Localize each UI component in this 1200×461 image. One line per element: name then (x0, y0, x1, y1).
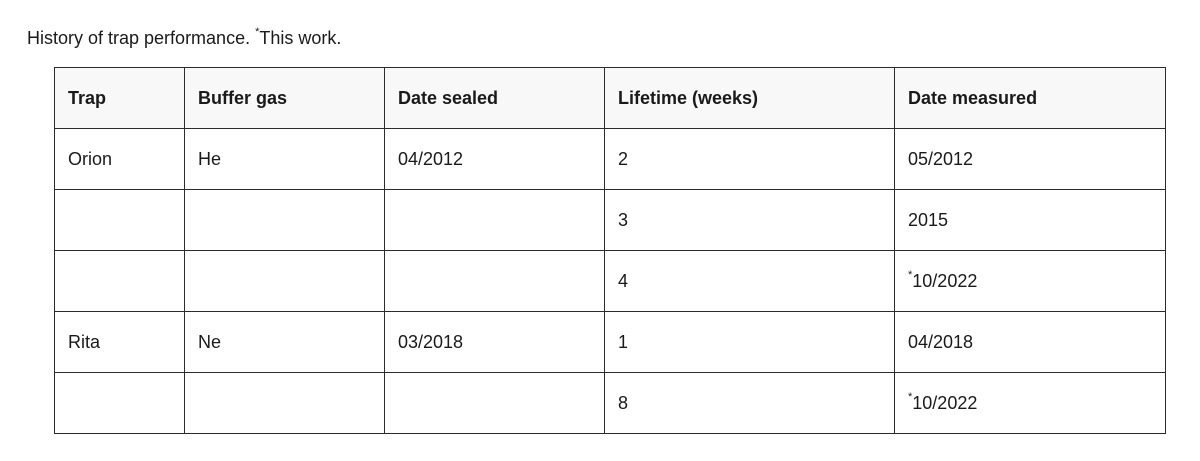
cell-date-sealed (385, 190, 605, 251)
cell-buffer-gas (185, 190, 385, 251)
table-caption (27, 27, 341, 49)
table-row (55, 190, 1166, 251)
date-measured-value: 2015 (908, 209, 949, 230)
cell-trap: Orion (55, 129, 185, 190)
table-row (55, 129, 1166, 190)
table-row (55, 373, 1166, 434)
cell-trap: Rita (55, 312, 185, 373)
cell-lifetime: 2 (605, 129, 895, 190)
header-date-measured: Date measured (895, 68, 1166, 129)
cell-lifetime: 8 (605, 373, 895, 434)
caption-asterisk: * (255, 26, 260, 38)
cell-buffer-gas (185, 251, 385, 312)
date-measured-value: 05/2012 (908, 148, 974, 169)
cell-trap (55, 251, 185, 312)
cell-date-sealed (385, 373, 605, 434)
cell-date-measured (895, 312, 1166, 373)
date-measured-value: 10/2022 (912, 270, 978, 291)
cell-date-measured (895, 373, 1166, 434)
trap-performance-table (54, 67, 1166, 434)
asterisk-marker: * (908, 390, 913, 403)
table-row (55, 251, 1166, 312)
header-lifetime: Lifetime (weeks) (605, 68, 895, 129)
cell-trap (55, 190, 185, 251)
cell-trap (55, 373, 185, 434)
asterisk-marker: * (908, 268, 913, 281)
table-row (55, 312, 1166, 373)
cell-date-sealed (385, 251, 605, 312)
cell-lifetime: 3 (605, 190, 895, 251)
header-date-sealed: Date sealed (385, 68, 605, 129)
cell-lifetime: 1 (605, 312, 895, 373)
header-buffer-gas: Buffer gas (185, 68, 385, 129)
header-trap: Trap (55, 68, 185, 129)
caption-text: History of trap performance. (27, 28, 256, 48)
table-header-row (55, 68, 1166, 129)
cell-date-sealed: 03/2018 (385, 312, 605, 373)
cell-buffer-gas: Ne (185, 312, 385, 373)
cell-buffer-gas (185, 373, 385, 434)
date-measured-value: 10/2022 (912, 392, 978, 413)
cell-buffer-gas: He (185, 129, 385, 190)
cell-lifetime: 4 (605, 251, 895, 312)
cell-date-sealed: 04/2012 (385, 129, 605, 190)
cell-date-measured (895, 251, 1166, 312)
cell-date-measured (895, 190, 1166, 251)
caption-note: This work. (259, 28, 342, 48)
cell-date-measured (895, 129, 1166, 190)
date-measured-value: 04/2018 (908, 331, 974, 352)
